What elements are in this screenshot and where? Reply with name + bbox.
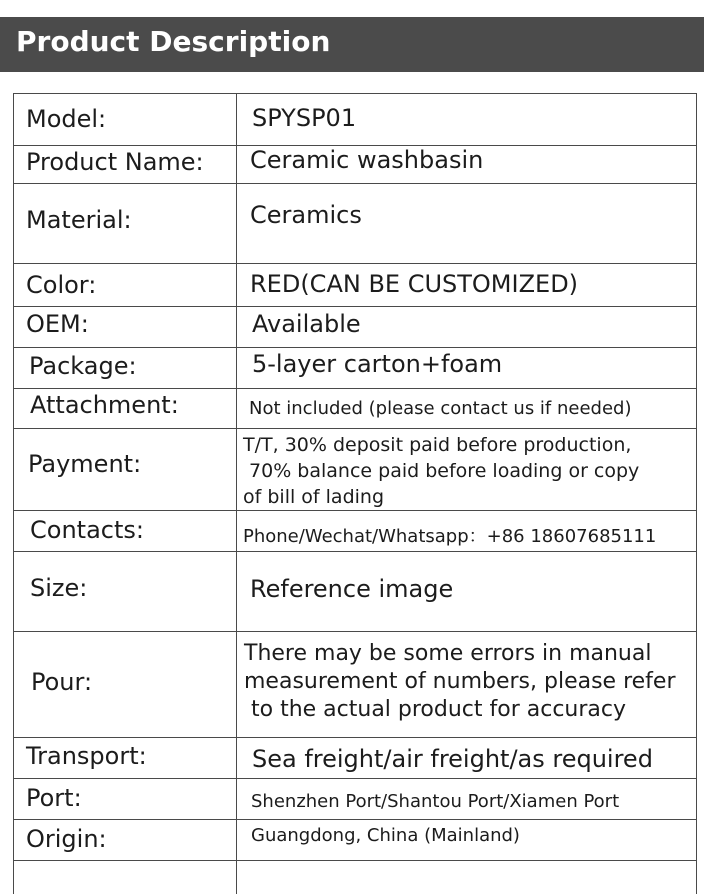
row-divider [14,347,696,348]
row-divider [14,306,696,307]
section-header [0,17,704,72]
row-divider [14,428,696,429]
row-value-attachment: Not included (please contact us if needed) [249,398,632,419]
row-value-color: RED(CAN BE CUSTOMIZED) [250,270,579,298]
row-value-material: Ceramics [250,201,362,229]
row-label-origin: Origin: [26,825,107,853]
row-divider [14,860,696,861]
row-label-material: Material: [26,206,132,234]
row-divider [14,631,696,632]
row-divider [14,778,696,779]
row-value-oem: Available [252,310,361,338]
row-value-size: Reference image [250,575,454,603]
row-value-model: SPYSP01 [252,104,357,132]
row-value-transport: Sea freight/air freight/as required [252,745,653,773]
row-label-color: Color: [26,271,97,299]
row-label-transport: Transport: [26,742,147,770]
row-divider [14,510,696,511]
row-label-contacts: Contacts: [30,516,144,544]
row-label-oem: OEM: [26,310,89,338]
row-value-port: Shenzhen Port/Shantou Port/Xiamen Port [251,791,620,812]
row-label-product-name: Product Name: [26,148,204,176]
row-label-attachment: Attachment: [30,391,179,419]
row-value-package: 5-layer carton+foam [252,350,503,378]
row-label-pour: Pour: [31,668,93,696]
section-title: Product Description [16,25,331,58]
row-label-payment: Payment: [28,450,142,478]
column-divider [236,94,237,894]
row-value-contacts: Phone/Wechat/Whatsapp：+86 18607685111 [243,526,657,547]
row-label-model: Model: [26,105,107,133]
row-label-port: Port: [26,784,82,812]
row-divider [14,388,696,389]
spec-table [13,93,697,894]
row-value-product-name: Ceramic washbasin [250,146,484,174]
row-value-payment: T/T, 30% deposit paid before production, 70% balance paid before loading or copy of bill of lading [243,434,640,508]
row-divider [14,737,696,738]
row-divider [14,551,696,552]
row-divider [14,819,696,820]
row-divider [14,263,696,264]
row-label-size: Size: [30,574,88,602]
row-value-origin: Guangdong, China (Mainland) [251,825,520,846]
row-label-package: Package: [29,352,137,380]
row-divider [14,183,696,184]
row-value-pour: There may be some errors in manual measurement of numbers, please refer to the actual product for accuracy [244,641,676,722]
